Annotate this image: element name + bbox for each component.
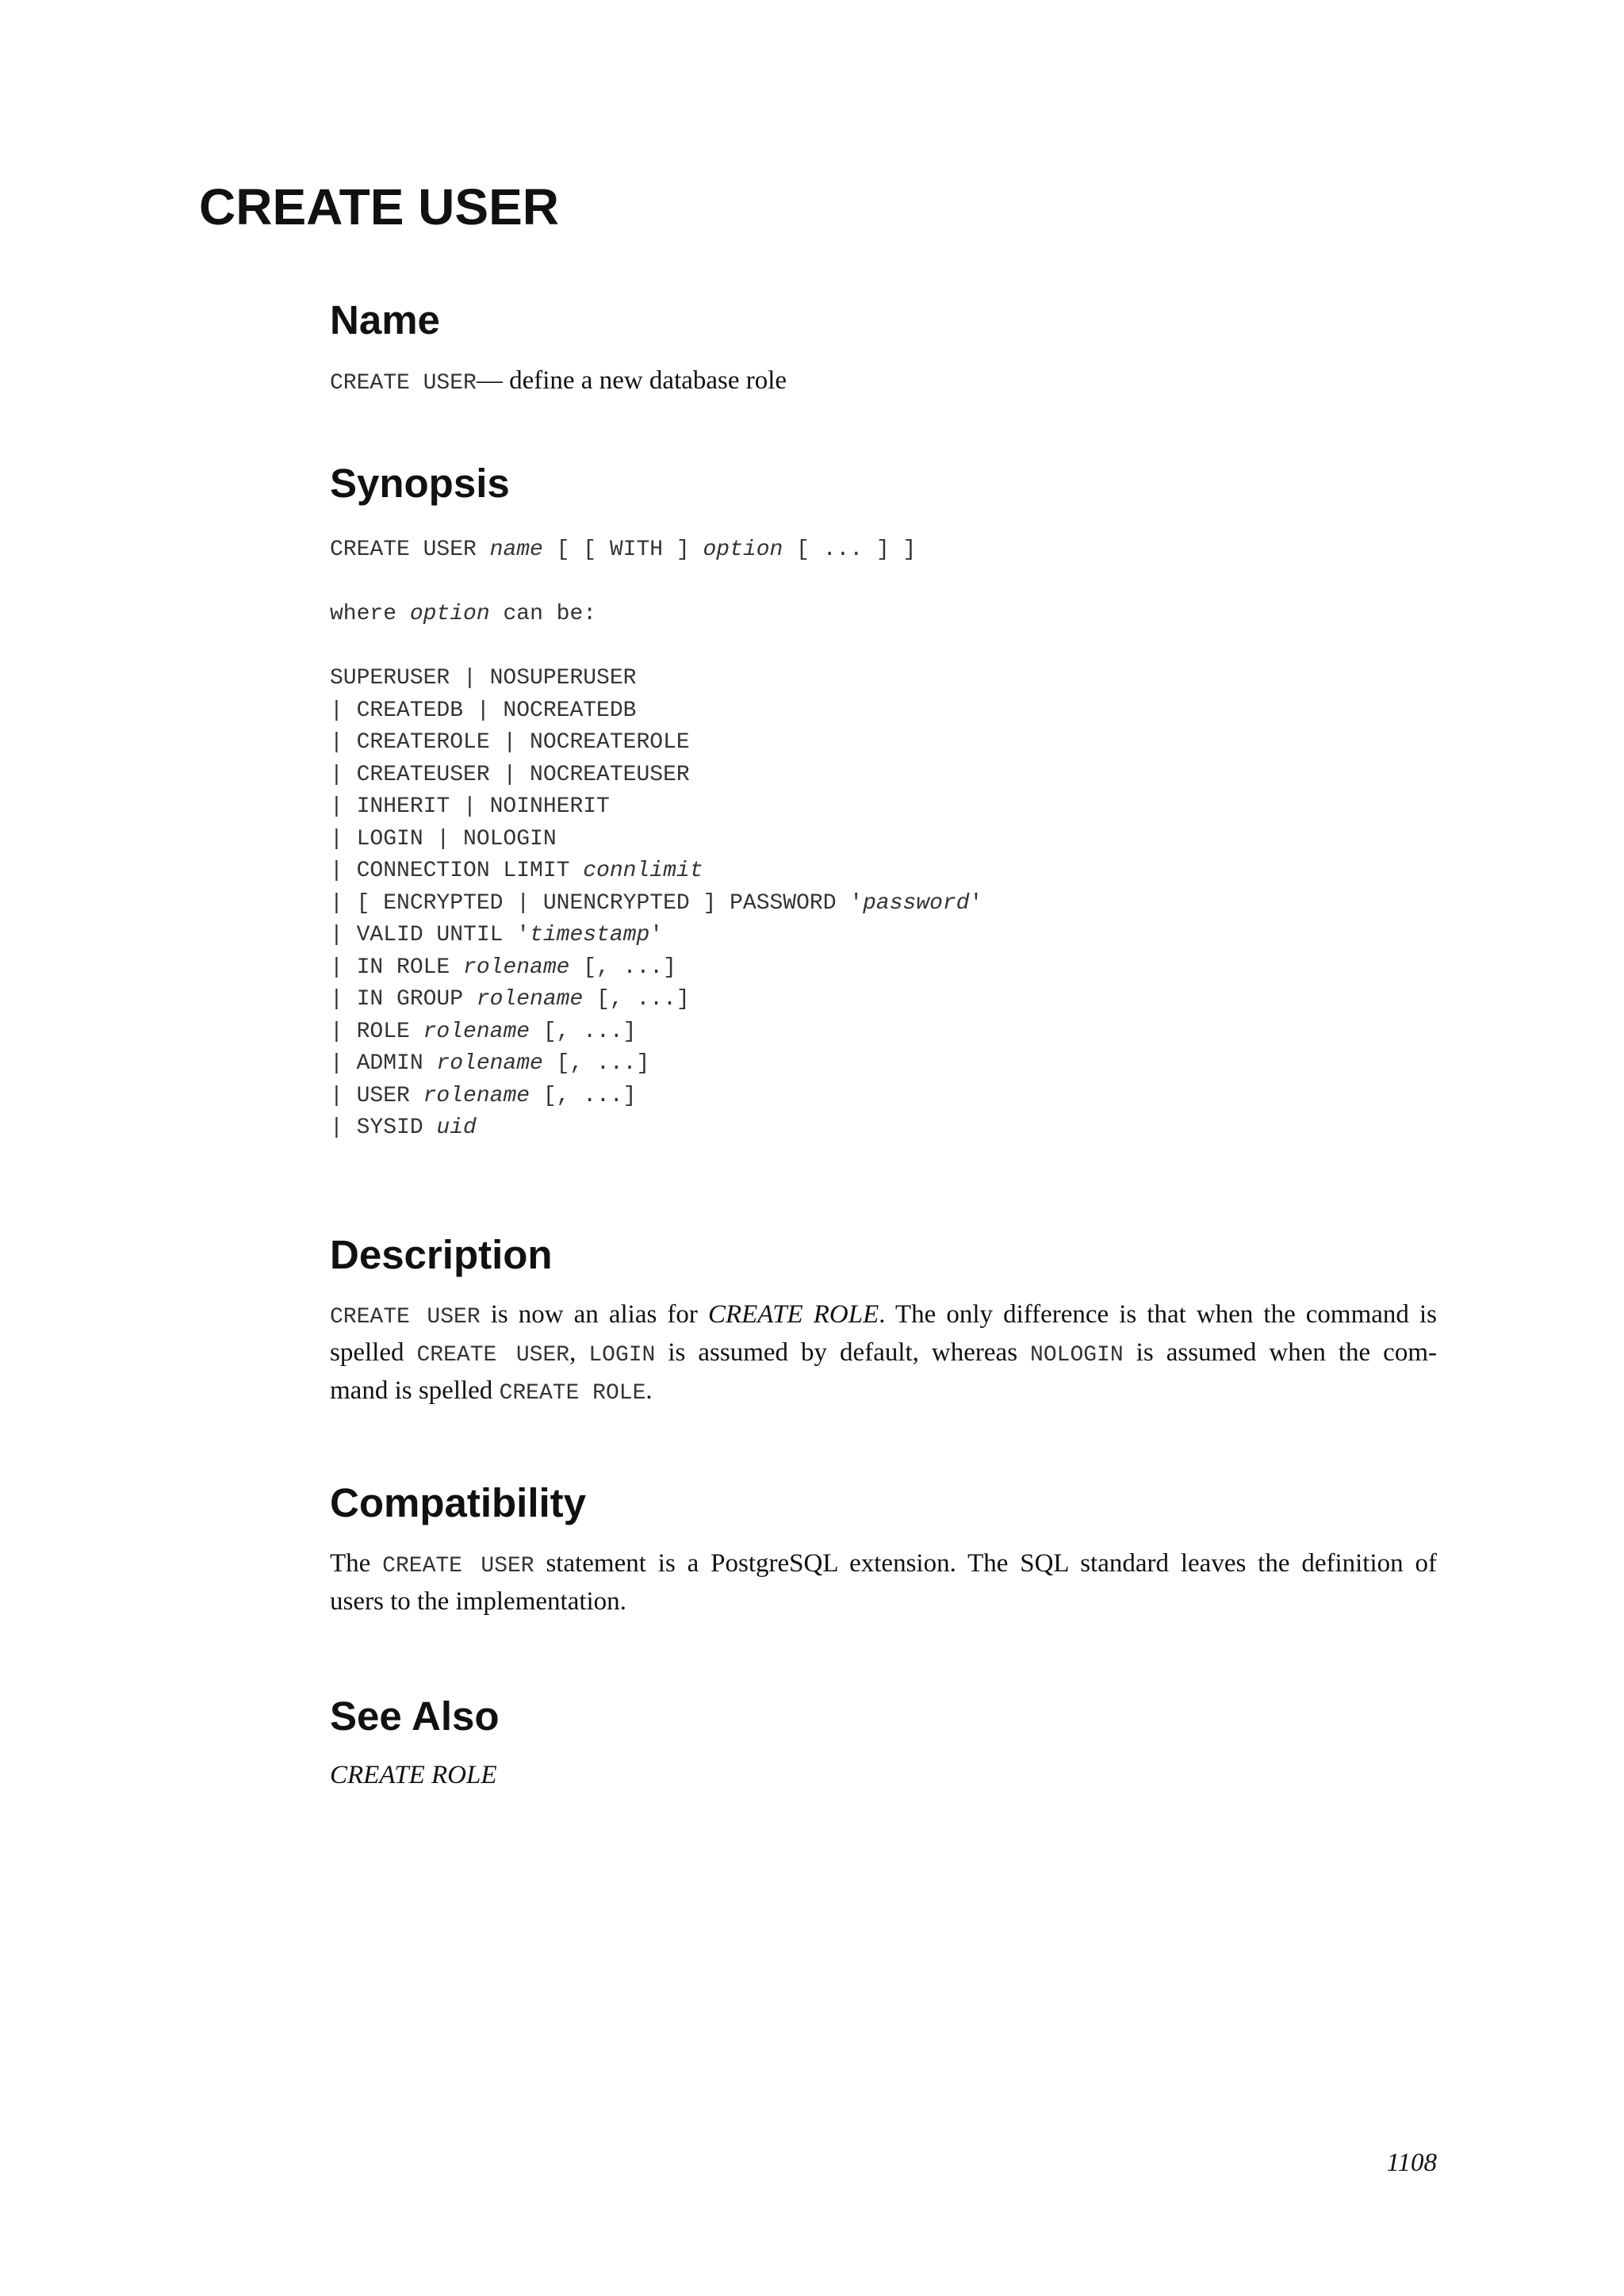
text-run: is assumed by default, whereas	[655, 1338, 1031, 1367]
compatibility-paragraph	[330, 1546, 1437, 1620]
code-parameter: option	[703, 538, 783, 562]
name-command: CREATE USER	[330, 371, 477, 396]
code-keyword: SUPERUSER | NOSUPERUSER	[330, 666, 637, 691]
code-keyword: | CREATEROLE | NOCREATEROLE	[330, 730, 690, 755]
code-keyword: | USER	[330, 1083, 423, 1108]
inline-code: CREATE USER	[330, 1305, 481, 1330]
code-keyword: | IN GROUP	[330, 987, 477, 1012]
synopsis-option-line	[330, 791, 982, 824]
code-keyword: where	[330, 602, 410, 626]
code-parameter: option	[409, 602, 490, 626]
text-run: is now an alias for	[480, 1300, 708, 1329]
text-run: .	[645, 1376, 653, 1405]
code-keyword: '	[649, 923, 664, 947]
compatibility-heading: Compatibility	[330, 1480, 587, 1525]
code-keyword: | LOGIN | NOLOGIN	[330, 826, 557, 851]
code-parameter: password	[863, 890, 970, 916]
code-keyword: [ ... ] ]	[783, 538, 917, 562]
code-parameter: rolename	[423, 1083, 530, 1108]
synopsis-option-line	[330, 1016, 982, 1049]
text-run: ,	[569, 1338, 589, 1367]
code-keyword: | [ ENCRYPTED | UNENCRYPTED ] PASSWORD '	[330, 890, 864, 916]
code-parameter: rolename	[463, 955, 570, 980]
description-line-3	[330, 1373, 1437, 1411]
description-line-1	[330, 1297, 1437, 1335]
code-parameter: name	[489, 538, 543, 562]
code-keyword: | CONNECTION LIMIT	[330, 859, 584, 883]
synopsis-option-line	[330, 952, 982, 985]
description-heading: Description	[330, 1232, 553, 1277]
code-keyword: | CREATEUSER | NOCREATEUSER	[330, 762, 690, 787]
code-keyword: | ADMIN	[330, 1051, 437, 1076]
synopsis-code-block	[330, 534, 982, 1145]
text-run: . The only difference is that when the command is	[879, 1300, 1437, 1329]
inline-code: CREATE ROLE	[499, 1381, 646, 1406]
code-keyword: [, ...]	[530, 1019, 637, 1044]
code-keyword: | ROLE	[330, 1019, 423, 1044]
page-title: CREATE USER	[199, 178, 559, 235]
synopsis-option-line	[330, 727, 982, 760]
synopsis-option-line	[330, 920, 982, 952]
code-keyword: [ [ WITH ]	[542, 538, 703, 562]
code-keyword: CREATE USER	[330, 538, 490, 562]
synopsis-option-line	[330, 824, 982, 856]
text-run: statement is a PostgreSQL extension. The SQL standard leaves the definition of	[534, 1549, 1437, 1578]
code-parameter: rolename	[476, 987, 584, 1012]
code-keyword: [, ...]	[542, 1051, 650, 1076]
synopsis-option-line	[330, 984, 982, 1016]
synopsis-heading: Synopsis	[330, 461, 510, 506]
text-run: users to the implementation.	[330, 1587, 626, 1616]
code-parameter: rolename	[436, 1051, 543, 1076]
synopsis-option-line	[330, 888, 982, 920]
see-also-heading: See Also	[330, 1693, 500, 1739]
compatibility-line-2	[330, 1584, 1437, 1620]
code-keyword: '	[969, 890, 983, 916]
synopsis-option-line	[330, 1048, 982, 1081]
code-keyword: | VALID UNTIL '	[330, 923, 530, 947]
synopsis-option-line	[330, 1112, 982, 1145]
inline-code: NOLOGIN	[1030, 1343, 1124, 1368]
see-also-link[interactable]: CREATE ROLE	[330, 1761, 497, 1789]
code-keyword: can be:	[489, 602, 597, 626]
synopsis-option-line	[330, 760, 982, 792]
command-reference: CREATE ROLE	[707, 1300, 879, 1329]
code-keyword: [, ...]	[583, 987, 690, 1012]
name-heading: Name	[330, 297, 440, 342]
text-run: The	[330, 1549, 383, 1578]
code-parameter: timestamp	[530, 923, 650, 947]
code-keyword: | IN ROLE	[330, 955, 464, 980]
synopsis-option-line	[330, 663, 982, 695]
text-run: is assumed when the com-	[1123, 1338, 1437, 1367]
inline-code: CREATE USER	[416, 1343, 570, 1368]
synopsis-option-line	[330, 855, 982, 888]
code-keyword: | SYSID	[330, 1115, 437, 1140]
code-keyword: [, ...]	[569, 955, 676, 980]
code-parameter: connlimit	[583, 859, 703, 883]
name-purpose: — define a new database role	[476, 366, 787, 395]
description-line-2	[330, 1335, 1437, 1373]
synopsis-where-line	[330, 599, 982, 631]
text-run: mand is spelled	[330, 1376, 500, 1405]
synopsis-line	[330, 534, 982, 567]
compatibility-line-1	[330, 1546, 1437, 1584]
name-summary	[330, 363, 1437, 401]
inline-code: CREATE USER	[382, 1554, 534, 1578]
synopsis-option-line	[330, 695, 982, 728]
description-paragraph	[330, 1297, 1437, 1411]
code-keyword: | CREATEDB | NOCREATEDB	[330, 698, 637, 723]
code-keyword: [, ...]	[530, 1083, 637, 1108]
code-keyword: | INHERIT | NOINHERIT	[330, 794, 610, 819]
inline-code: LOGIN	[588, 1343, 656, 1368]
code-parameter: uid	[436, 1115, 477, 1140]
text-run: spelled	[330, 1338, 417, 1367]
synopsis-option-line	[330, 1081, 982, 1113]
page-number: 1108	[1386, 2149, 1437, 2177]
synopsis-options-list	[330, 663, 982, 1145]
code-parameter: rolename	[423, 1019, 530, 1044]
